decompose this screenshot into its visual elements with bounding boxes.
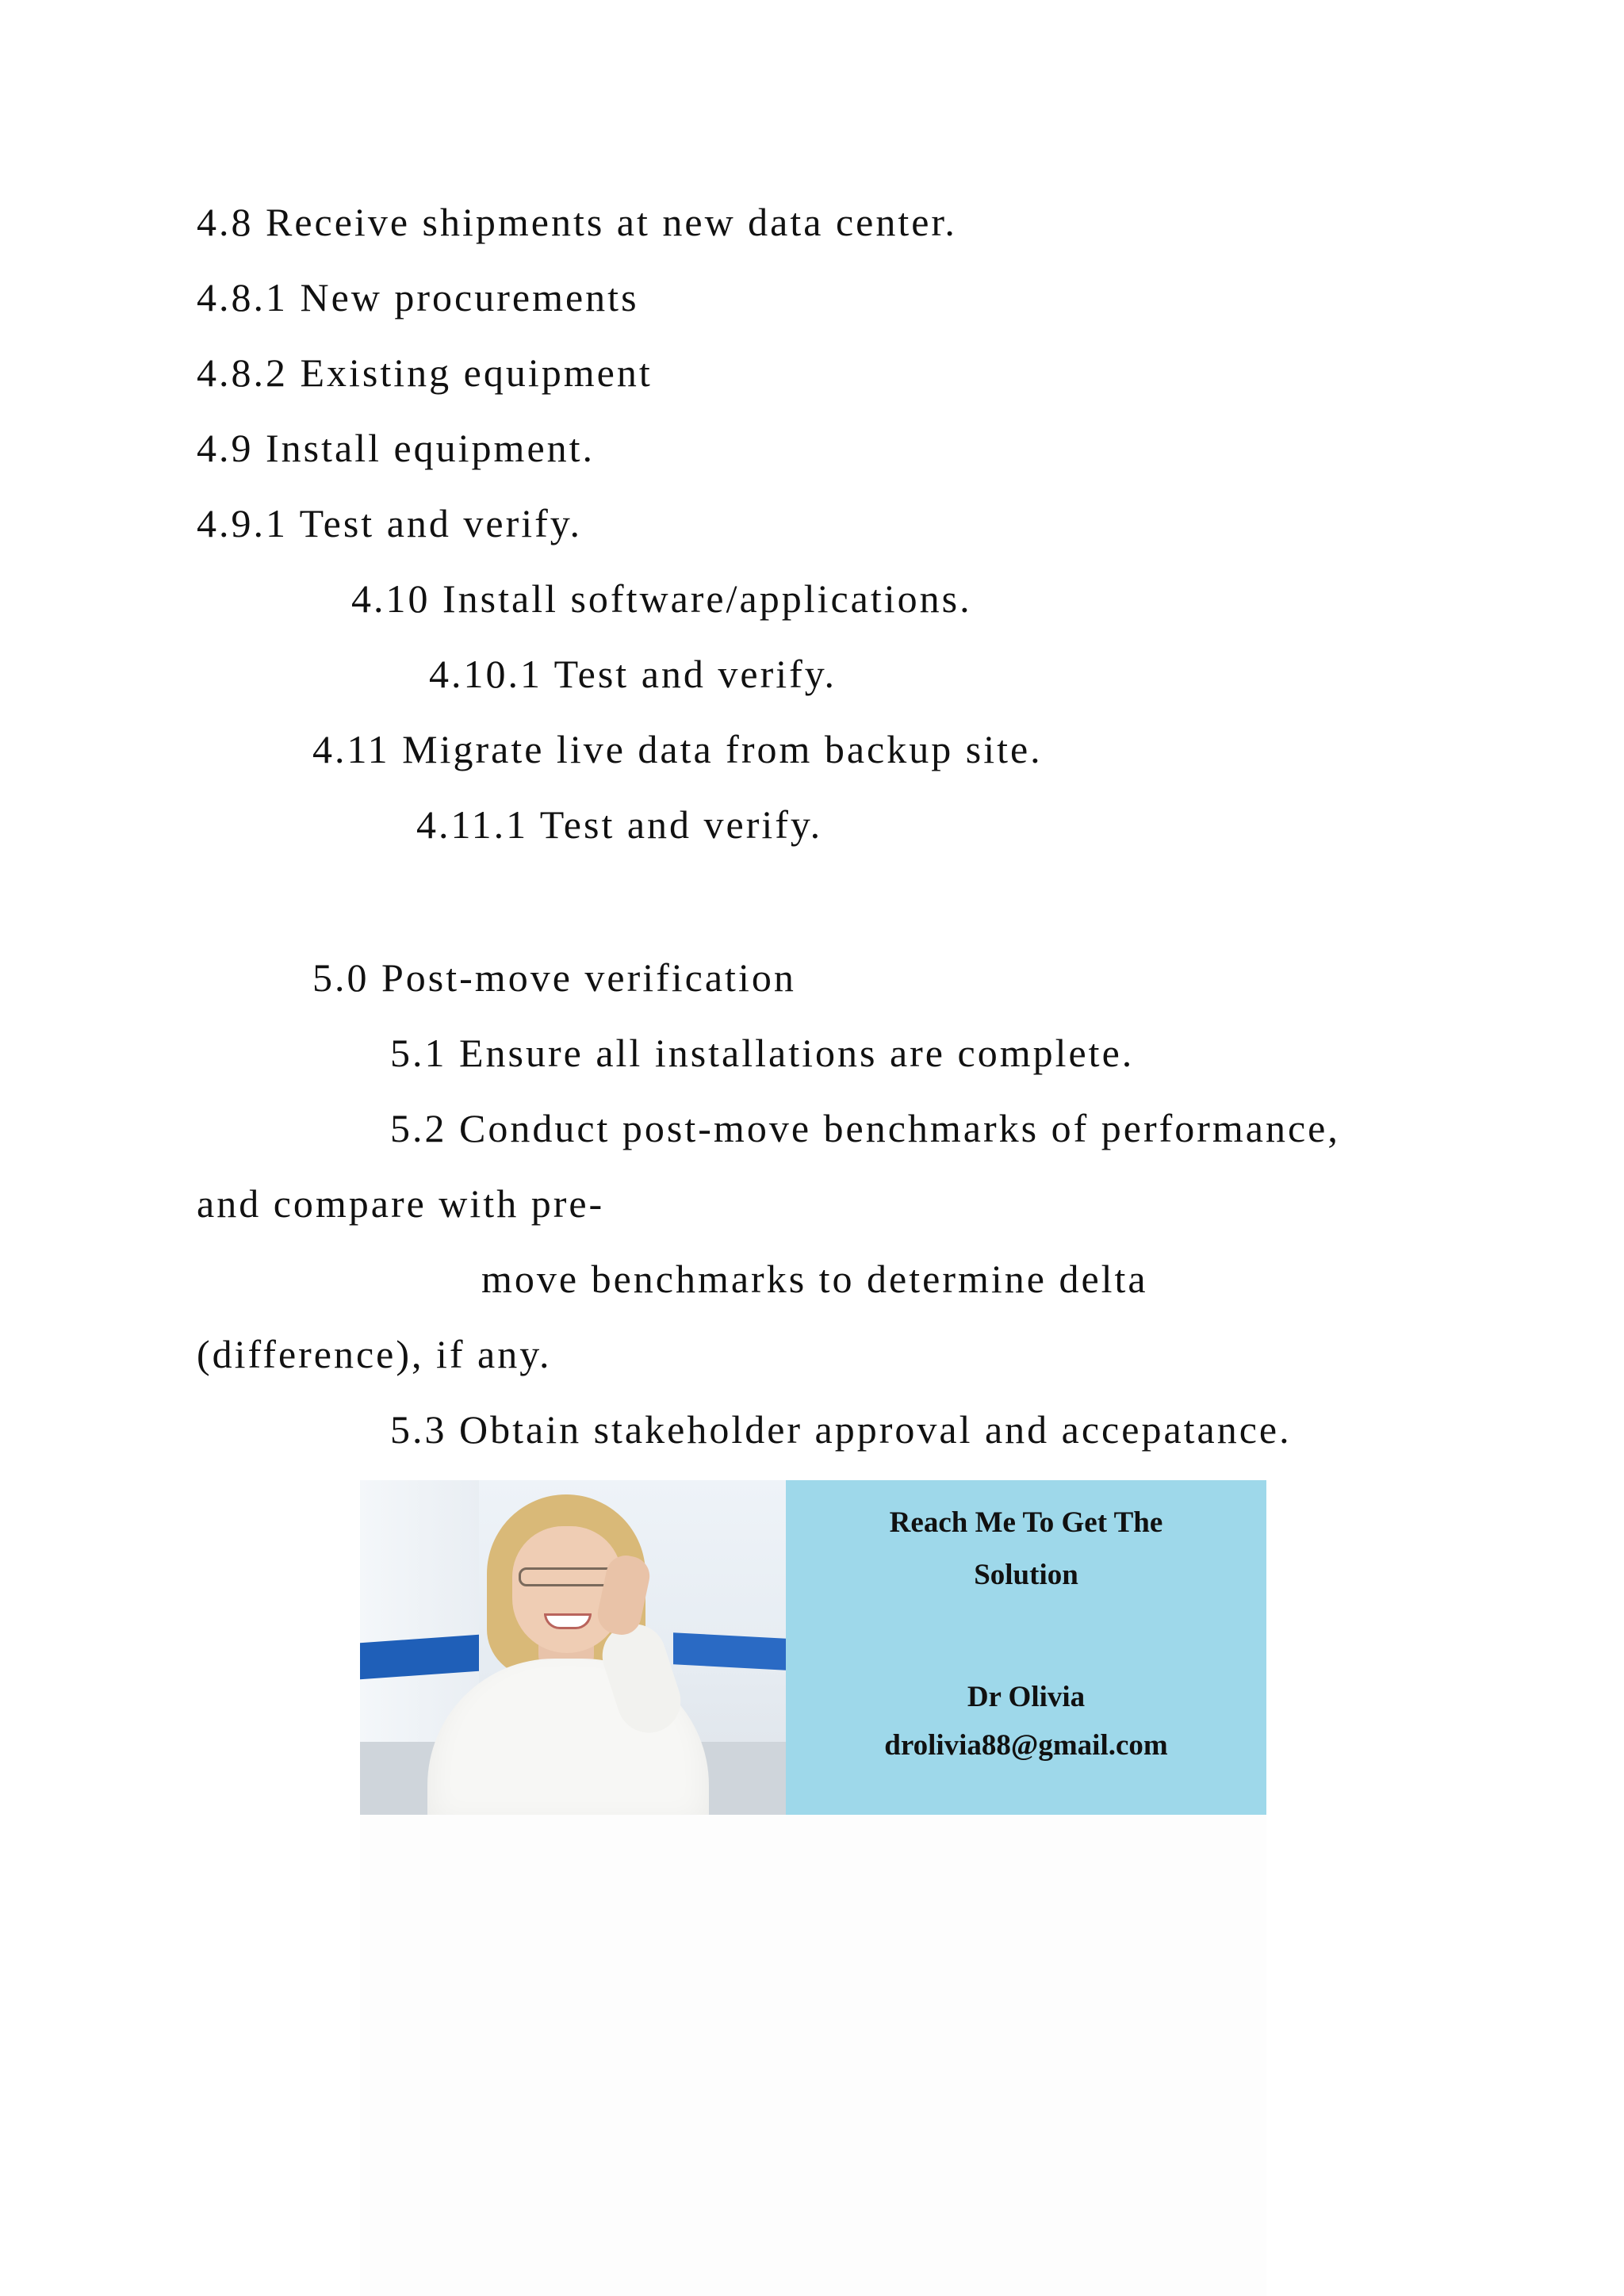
outline-item-5-2-cont-3: (difference), if any. [197,1332,552,1376]
outline-item-5-3: 5.3 Obtain stakeholder approval and accepatance. [390,1407,1292,1452]
outline-item-5-0: 5.0 Post-move verification [312,955,796,1000]
outline-item-5-2: 5.2 Conduct post-move benchmarks of performance, [390,1106,1340,1150]
outline-item-5-2-cont-1: and compare with pre- [197,1181,605,1226]
outline-item-4-8-1: 4.8.1 New procurements [197,275,639,320]
woman-photo [360,1480,786,1815]
outline-item-4-10: 4.10 Install software/applications. [351,576,972,621]
outline-item-4-10-1: 4.10.1 Test and verify. [429,652,837,696]
outline-item-4-8: 4.8 Receive shipments at new data center. [197,200,957,244]
outline-item-4-9: 4.9 Install equipment. [197,426,596,470]
banner-headline: Reach Me To Get The [889,1506,1163,1539]
contact-email: drolivia88@gmail.com [884,1729,1168,1762]
outline-item-4-9-1: 4.9.1 Test and verify. [197,501,583,545]
contact-banner [360,1480,1266,1815]
outline-item-5-1: 5.1 Ensure all installations are complete. [390,1031,1135,1075]
outline-item-4-8-2: 4.8.2 Existing equipment [197,350,653,395]
outline-item-4-11-1: 4.11.1 Test and verify. [416,802,823,847]
contact-name: Dr Olivia [967,1681,1086,1713]
banner-headline-line-2: Solution [974,1559,1078,1591]
outline-item-5-2-cont-2: move benchmarks to determine delta [481,1257,1148,1301]
outline-item-4-11: 4.11 Migrate live data from backup site. [312,727,1043,771]
contact-info-panel [786,1480,1266,1815]
image-fade-area [360,1815,1266,2296]
